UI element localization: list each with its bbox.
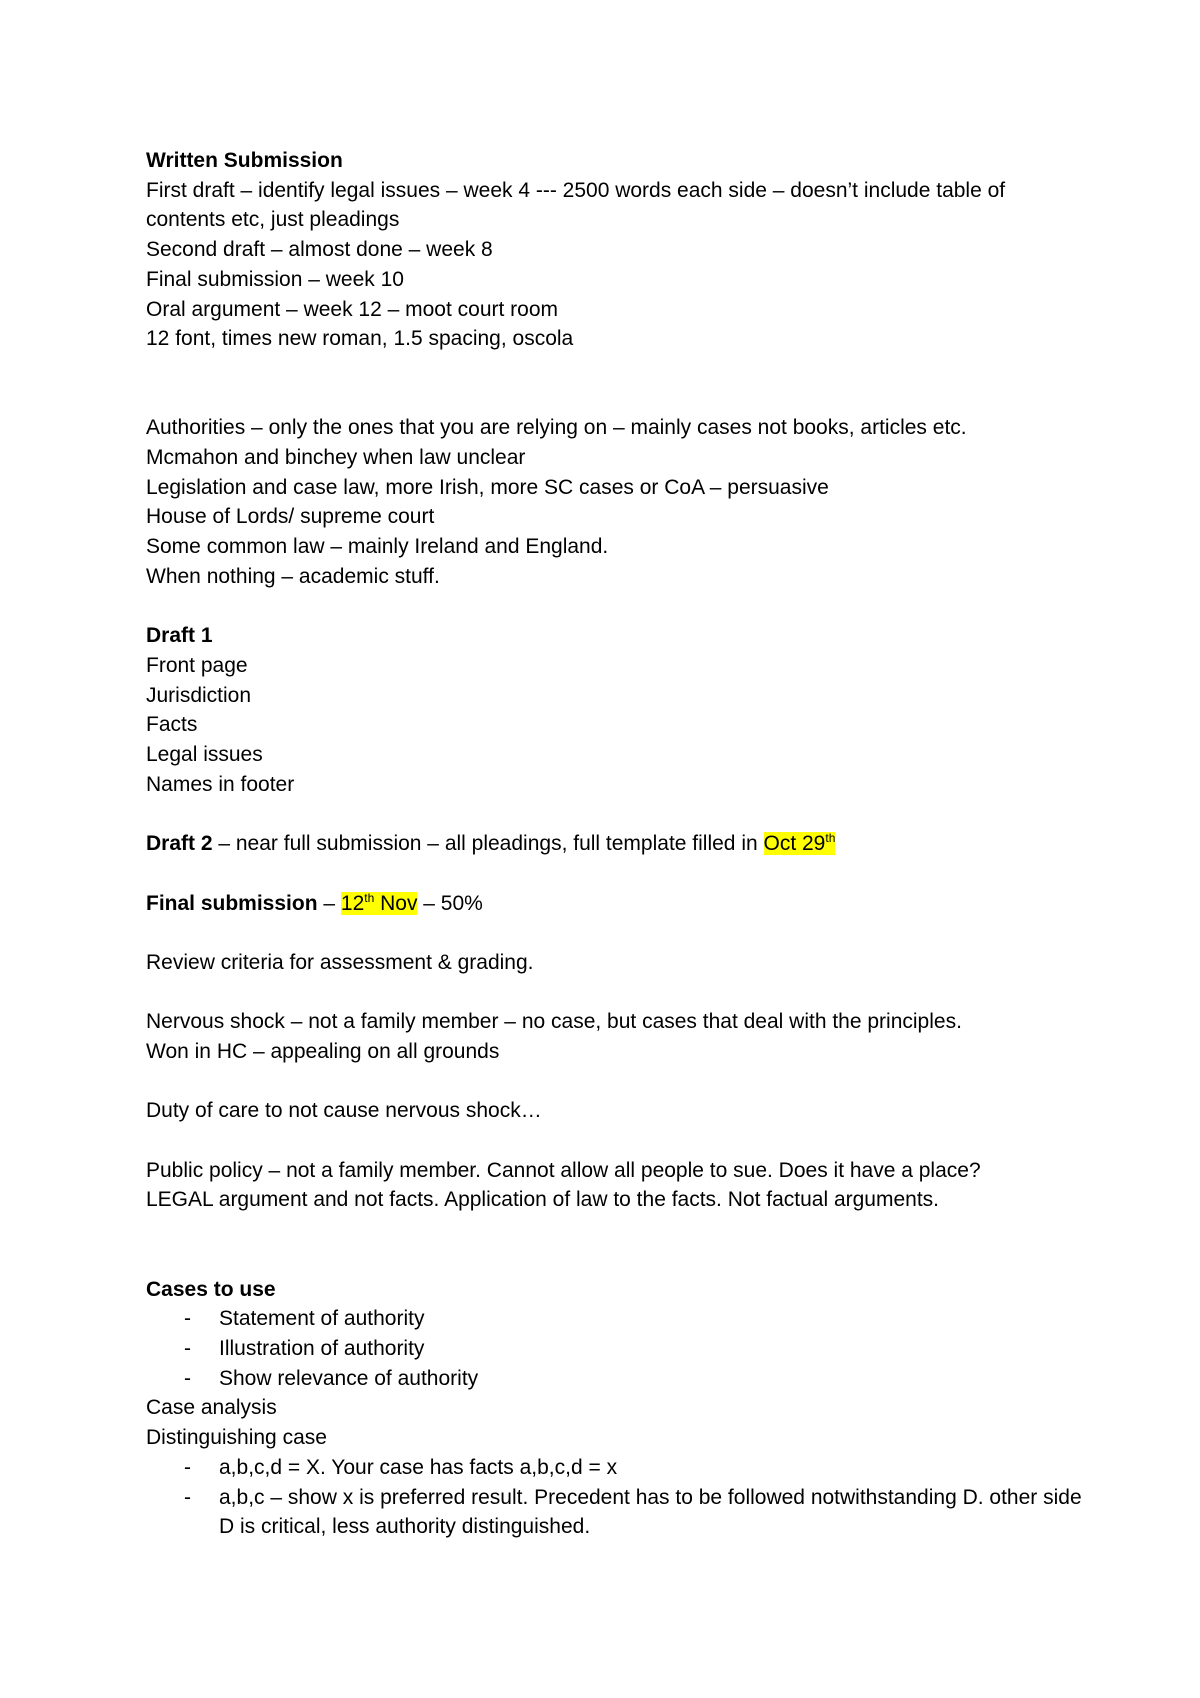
- bullet-dash: -: [184, 1336, 191, 1360]
- spacer: [146, 918, 1086, 948]
- bullet-item: [146, 1453, 1086, 1483]
- text-line: First draft – identify legal issues – week 4 --- 2500 words each side – doesn’t include table of contents etc, just pleadings: [146, 178, 1006, 232]
- text-line: Nervous shock – not a family member – no case, but cases that deal with the principles.: [146, 1010, 962, 1034]
- bullet-text: Show relevance of authority: [219, 1366, 479, 1390]
- list-item: Facts: [146, 713, 198, 737]
- final-submission-line: [146, 889, 1086, 919]
- date-number: 12: [340, 891, 365, 915]
- heading-cases-to-use: Cases to use: [146, 1277, 276, 1301]
- document-body: [146, 146, 1086, 1542]
- text-line: Won in HC – appealing on all grounds: [146, 1040, 500, 1063]
- bullet-dash: -: [184, 1366, 191, 1390]
- bullet-text: a,b,c – show x is preferred result. Precedent has to be followed notwithstanding D. other side D is critical, less authority distinguished.: [219, 1485, 1082, 1539]
- spacer: [146, 978, 1086, 1008]
- text-line: Mcmahon and binchey when law unclear: [146, 446, 526, 470]
- text-line: Duty of care to not cause nervous shock…: [146, 1099, 542, 1123]
- date-text: Oct 29: [763, 832, 826, 856]
- separator: –: [317, 891, 341, 915]
- spacer: [146, 859, 1086, 889]
- text-line: Distinguishing case: [146, 1426, 327, 1450]
- bullet-item: [146, 1483, 1086, 1542]
- date-suffix: th: [825, 831, 836, 846]
- highlighted-date: [764, 832, 836, 855]
- text-line: Case analysis: [146, 1396, 277, 1420]
- spacer: [146, 1067, 1086, 1097]
- draft-2-line: [146, 829, 1086, 859]
- spacer: [146, 354, 1086, 413]
- bullet-item: [146, 1364, 1086, 1394]
- bullet-text: a,b,c,d = X. Your case has facts a,b,c,d = x: [219, 1455, 618, 1479]
- bullet-text: Statement of authority: [219, 1307, 425, 1331]
- text-line: Review criteria for assessment & grading.: [146, 950, 534, 974]
- bullet-dash: -: [184, 1485, 191, 1509]
- draft-2-text: – near full submission – all pleadings, full template filled in: [212, 832, 764, 856]
- text-line: Final submission – week 10: [146, 267, 404, 291]
- list-item: Names in footer: [146, 772, 295, 796]
- heading-draft-1: Draft 1: [146, 624, 213, 648]
- bullet-dash: -: [184, 1455, 191, 1479]
- bullet-text: Illustration of authority: [219, 1336, 425, 1360]
- heading-written-submission: Written Submission: [146, 149, 343, 172]
- date-month: Nov: [374, 891, 418, 915]
- text-line: Oral argument – week 12 – moot court room: [146, 297, 559, 321]
- bullet-item: [146, 1334, 1086, 1364]
- text-line: Second draft – almost done – week 8: [146, 238, 493, 262]
- spacer: [146, 1215, 1086, 1274]
- heading-final-submission: Final submission: [146, 891, 318, 915]
- text-line: Some common law – mainly Ireland and England.: [146, 535, 609, 559]
- list-item: Legal issues: [146, 743, 263, 767]
- text-line: 12 font, times new roman, 1.5 spacing, oscola: [146, 327, 574, 351]
- text-line: LEGAL argument and not facts. Application of law to the facts. Not factual arguments.: [146, 1188, 939, 1212]
- text-line: Legislation and case law, more Irish, more SC cases or CoA – persuasive: [146, 475, 829, 499]
- spacer: [146, 799, 1086, 829]
- heading-draft-2: Draft 2: [146, 832, 213, 856]
- weight-text: – 50%: [417, 891, 483, 915]
- highlighted-date: [341, 892, 418, 915]
- bullet-dash: -: [184, 1307, 191, 1331]
- text-line: House of Lords/ supreme court: [146, 505, 435, 529]
- date-suffix: th: [364, 890, 375, 905]
- text-line: Authorities – only the ones that you are relying on – mainly cases not books, articles etc.: [146, 416, 967, 440]
- list-item: Jurisdiction: [146, 683, 252, 707]
- spacer: [146, 592, 1086, 622]
- text-line: Public policy – not a family member. Cannot allow all people to sue. Does it have a place?: [146, 1158, 981, 1182]
- text-line: When nothing – academic stuff.: [146, 564, 440, 588]
- bullet-item: [146, 1304, 1086, 1334]
- spacer: [146, 1126, 1086, 1156]
- list-item: Front page: [146, 653, 248, 677]
